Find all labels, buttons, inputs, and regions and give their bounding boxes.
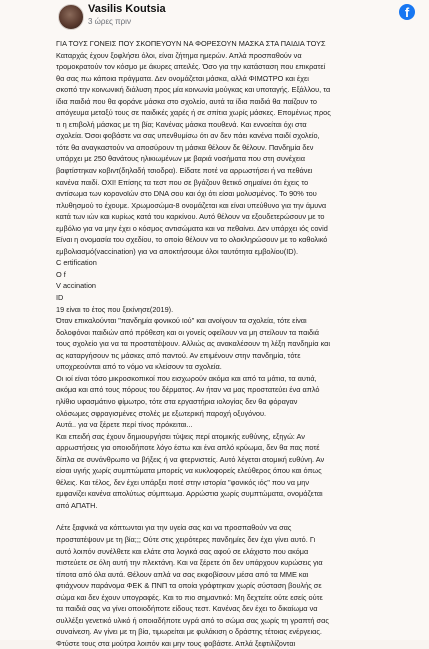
post-text-line: συναίνεση. Αν γίνει με τη βία, τιμωρείται με φυλάκιση ο δράστης τέτοιας ενέργειας.	[56, 627, 322, 637]
post-text-line: αντίσωμα των κορονοϊών στο DNA σου και όχι ότι είσαι μολυσμένος. Το 90% του	[56, 189, 317, 199]
post-text-line: ας καταργήσουν τις μάσκες από παντού. Αν επιμένουν στην πανδημία, τότε	[56, 350, 301, 360]
post-text-line: κανένα παιδί. ΟΧΙ! Επίσης τα τεστ που σε βγάζουν θετικό σημαίνει ότι έχεις το	[56, 177, 309, 187]
post-text-line: τους σχολείο για να τα προστατέψουν. Αλλιώς ας ανακαλέσουν τη λέξη πανδημία και	[56, 339, 331, 349]
post-text-line: προστατέψουν με τη βία;;; Ούτε στις χειρότερες πανδημίες δεν έχει γίνει αυτό. Γι	[56, 534, 316, 544]
post-text-line: τα παιδιά σας να γίνει οποιοδήποτε είδους τεστ. Κανένας δεν έχει το δικαίωμα να	[56, 604, 318, 614]
post-text-line: αυτό λοιπόν συνέλθετε και ελάτε στα λογικά σας αφού σε ελάχιστο που ακόμα	[56, 546, 309, 556]
post-text-line: ΓΙΑ ΤΟΥΣ ΓΟΝΕΙΣ ΠΟΥ ΣΚΟΠΕΥΟΥΝ ΝΑ ΦΟΡΕΣΟΥΝ ΜΑΣΚΑ ΣΤΑ ΠΑΙΔΙΑ ΤΟΥΣ	[56, 39, 326, 48]
post-text-line: πλυθησμού το έχουμε. Χρωμοσώμα-8 ονομάζεται και είναι υπεύθυνο για την άμυνα	[56, 200, 327, 210]
post-text	[56, 38, 378, 649]
post-text-line: πιστεύετε σε όλη αυτή την πλεκτάνη. Και να ξέρετε ότι δεν υπάρχουν κυρώσεις για	[56, 558, 323, 568]
post-text-line: εμβολιασμό(vaccination) για να αποκτήσουμε όλοι ταυτότητα εμβολίου(ID).	[56, 246, 299, 256]
post-text-line: Καταρχάς έχουν ξοφλήσει όλοι, είναι ζήτημα ημερών. Απλά προσπαθούν να	[56, 50, 302, 60]
post-text-line: Αυτά.. για να ξέρετε περί τίνος πρόκειται...	[56, 420, 193, 430]
facebook-icon: f	[399, 4, 415, 20]
post-text-line: είσαι υγιής χωρίς συμπτώματα μπορείς να κυκλοφορείς ελεύθερος όπου και όπως	[56, 466, 322, 476]
post-text-line: Όταν επικαλούνται "πανδημία φονικού ιού" και ανοίγουν τα σχολεία, τότε είναι	[56, 316, 307, 326]
post-text-line: σκοπό την κοινωνική διάλυση προς μία κοινωνία μούγκας και υποταγής. Εξάλλου, τα	[56, 85, 331, 95]
post-text-line: σώμα και δεν έχουν υπογραφές. Και το πιο σημαντικό: Μη δεχτείτε ούτε εσείς ούτε	[56, 592, 323, 602]
post-header	[0, 0, 429, 38]
post-text-line: ίδια παιδιά που θα φοράνε μάσκα στο σχολείο, αυτά τα ίδια παιδιά θα παίζουν το	[56, 96, 317, 106]
post-text-line: δίπλα σε συνάνθρωπο να βήξεις ή να φτερνιστείς. Αυτό λέγεται ατομική ευθύνη. Αν	[56, 454, 325, 464]
post-text-line: εμβόλιο για να μην έχει ο κόσμος αντισώματα και να πεθαίνει. Δεν υπάρχει ιός covid	[56, 223, 328, 233]
post-text-line: ακόμα και από τους πόρους του δέρματος. Αν ήταν να μας προστατεύει ένα απλό	[56, 385, 320, 395]
post-text-line: τίποτα από όλα αυτά. Θέλουν απλά να σας εκφοβίσουν μέσα από τα ΜΜΕ και	[56, 569, 309, 579]
post-text-line: δολοφόνοι παιδιών από πρόθεση και οι γονείς οφείλουν να μη στείλουν τα παιδιά	[56, 327, 319, 337]
post-text-line: Και επειδή σας έχουν δημιουργήσει τύψεις περί ατομικής ευθύνης, εξηγώ: Αν	[56, 431, 305, 441]
post-text-line: βαφτίστηκαν κοβιντ(δηλαδή τσιοδρα). Είδατε ποτέ να αρρωστήσει ή να πεθάνει	[56, 166, 313, 176]
post-text-line: τρομοκρατούν τον κόσμο με άκυρες απειλές. Όσο για την κατάσταση που επικρατεί	[56, 62, 326, 72]
post-text-line: εμφανίζει κανένα απολύτως σύμπτωμα. Αρρώστια χωρίς συμπτώματα, ονομάζεται	[56, 489, 323, 499]
post-text-line: σχολεία. Όσοι φοβάστε να σας υπενθυμίσω ότι αν δεν πάει κανένα παιδί σχολείο,	[56, 131, 320, 141]
post-time[interactable]: 3 ώρες πριν	[88, 17, 131, 26]
post-text-line: φτιάχνουν παράνομα ΦΕΚ & ΠΝΠ τα οποία γράφτηκαν χωρίς σύσταση βουλής σε	[56, 581, 322, 591]
post-text-line: ID	[56, 293, 64, 303]
post-text-line: κατά των ιών και κυρίως κατά του καρκίνου. Αυτό θέλουν να εξουδετερώσουν με το	[56, 212, 325, 222]
author-name[interactable]: Vasilis Koutsia	[88, 3, 166, 15]
post-text-line: αρρωστήσεις για οποιοδήποτε λόγο έστω και ένα απλό κρύωμα, δεν θα πας ποτέ	[56, 443, 320, 453]
post-text-line: ολόσωμες σφραγισμένες στολές με εξωτερική παροχή οξυγόνου.	[56, 408, 267, 418]
post-text-line: τι η επιβολή μάσκας με τη βία; Κανένας μάσκα πουθενά. Και εννοείται όχι στα	[56, 119, 307, 129]
post-text-line: Φτύστε τους στα μούτρα λοιπόν και μην τους φοβάστε. Απλά ξεφτιλίζονται	[56, 638, 296, 648]
post-text-line: θα σας πω κάποια πράγματα. Δεν ονομάζεται μάσκα, αλλά ΦΙΜΩΤΡΟ και έχει	[56, 73, 309, 83]
post-text-line: υπάρχει με 250 θανάτους ηλικιωμένων με βαριά νοσήματα που στη συνέχεια	[56, 154, 306, 164]
post-text-line: απόγευμα μεταξύ τους σε παιδικές χαρές ή σε σπίτια χωρίς μάσκες. Επομένως προς	[56, 108, 331, 118]
post-text-line: συλλέξει γενετικό υλικό ή οποιαδήποτε υγρά από το σώμα σας χωρίς τη γραπτή σας	[56, 615, 329, 625]
post-text-line: Είναι η ονομασία του σχεδίου, το οποίο θέλουν να το ολοκληρώσουν με το καθολικό	[56, 235, 328, 245]
post-text-line: O f	[56, 269, 66, 279]
post-text-line: V accination	[56, 281, 97, 291]
post-text-line: 19 είναι το έτος που ξεκίνησε(2019).	[56, 304, 174, 314]
post-text-line: υποχρεούνται από το νόμο να κλείσουν τα σχολεία.	[56, 362, 222, 372]
post-text-line: τότε θα αναγκαστούν να αποσύρουν τη μάσκα θέλουν δε θέλουν. Πανδημία δεν	[56, 142, 314, 152]
post-text-line: C ertification	[56, 258, 97, 268]
post-text-line: Οι ιοί είναι τόσο μικροσκοπικοί που εισχωρούν ακόμα και από τα μάτια, τα αυτιά,	[56, 373, 317, 383]
post-text-line	[56, 511, 378, 522]
post-text-line: ηλίθιο υφασμάτινο φίμωτρο, τότε στα εργαστήρια ιολογίας δεν θα φόραγαν	[56, 396, 298, 406]
avatar[interactable]	[58, 4, 84, 30]
post-text-line: από ΑΠΑΤΗ.	[56, 500, 98, 510]
post-text-line: θέλεις. Και τέλος, δεν έχει υπάρξει ποτέ στην ιστορία "φονικός ιός" που να μην	[56, 477, 309, 487]
post-text-line: Λέτε ξαφνικά να κόπτωνται για την υγεία σας και να προσπαθούν να σας	[56, 523, 292, 533]
